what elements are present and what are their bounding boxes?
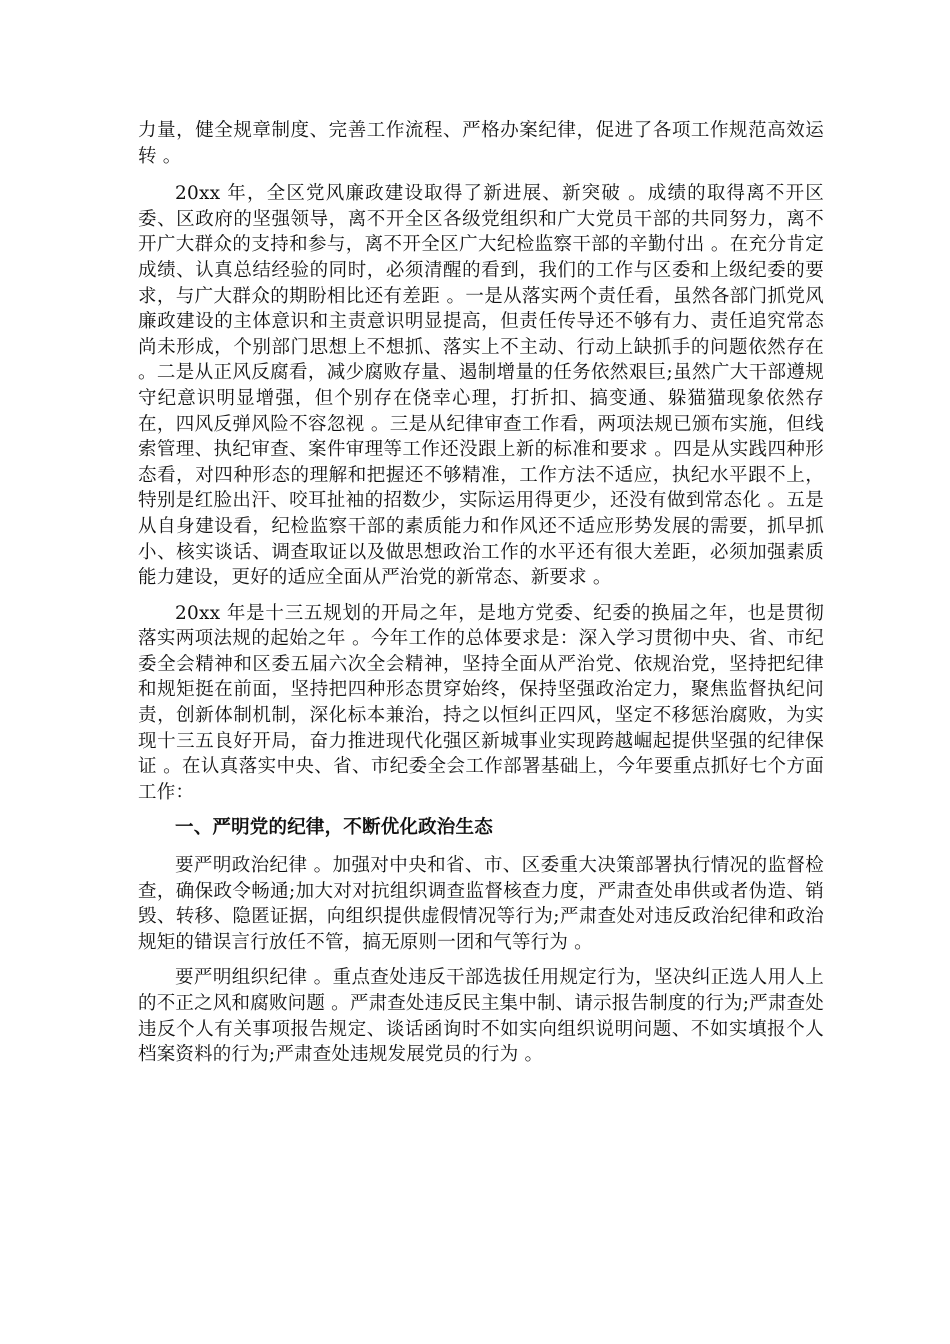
- paragraph-overall-requirements: 20xx 年是十三五规划的开局之年，是地方党委、纪委的换届之年，也是贯彻落实两项法规的起始之年 。今年工作的总体要求是：深入学习贯彻中央、省、市纪委全会精神和区委五届六次全会精神，坚持全面从严治党、依规治党，坚持把纪律和规矩挺在前面，坚持把四种形态贯穿始终，保持坚强政治定力，聚焦监督执纪问责，创新体制机制，深化标本兼治，持之以恒纠正四风，坚定不移惩治腐败，为实现十三五良好开局，奋力推进现代化强区新城事业实现跨越崛起提供坚强的纪律保证 。在认真落实中央、省、市纪委全会工作部署基础上，今年要重点抓好七个方面工作：: [138, 602, 824, 803]
- paragraph-continuation: 力量，健全规章制度、完善工作流程、严格办案纪律，促进了各项工作规范高效运转 。: [138, 120, 824, 167]
- paragraph-political-discipline: 要严明政治纪律 。加强对中央和省、市、区委重大决策部署执行情况的监督检查，确保政令畅通;加大对对抗组织调查监督核查力度，严肃查处串供或者伪造、销毁、转移、隐匿证据，向组织提供虚假情况等行为;严肃查处对违反政治纪律和政治规矩的错误言行放任不管，搞无原则一团和气等行为 。: [138, 855, 824, 953]
- section-heading-1: 一、严明党的纪律，不断优化政治生态: [175, 817, 493, 839]
- paragraph-organizational-discipline: 要严明组织纪律 。重点查处违反干部选拔任用规定行为，坚决纠正选人用人上的不正之风和腐败问题 。严肃查处违反民主集中制、请示报告制度的行为;严肃查处违反个人有关事项报告规定、谈话函询时不如实向组织说明问题、不如实填报个人档案资料的行为;严肃查处违规发展党员的行为 。: [138, 967, 824, 1066]
- paragraph-achievements-and-gaps: 20xx 年，全区党风廉政建设取得了新进展、新突破 。成绩的取得离不开区委、区政府的坚强领导，离不开全区各级党组织和广大党员干部的共同努力，离不开广大群众的支持和参与，离不开全区广大纪检监察干部的辛勤付出 。在充分肯定成绩、认真总结经验的同时，必须清醒的看到，我们的工作与区委和上级纪委的要求，与广大群众的期盼相比还有差距 。一是从落实两个责任看，虽然各部门抓党风廉政建设的主体意识和主责意识明显提高，但责任传导还不够有力、责任追究常态尚未形成，个别部门思想上不想抓、落实上不主动、行动上缺抓手的问题依然存在 。二是从正风反腐看，减少腐败存量、遏制增量的任务依然艰巨;虽然广大干部遵规守纪意识明显增强，但个别存在侥幸心理，打折扣、搞变通、躲猫猫现象依然存在，四风反弹风险不容忽视 。三是从纪律审查工作看，两项法规已颁布实施，但线索管理、执纪审查、案件审理等工作还没跟上新的标准和要求 。四是从实践四种形态看，对四种形态的理解和把握还不够精准，工作方法不适应，执纪水平跟不上，特别是红脸出汗、咬耳扯袖的招数少，实际运用得更少，还没有做到常态化 。五是从自身建设看，纪检监察干部的素质能力和作风还不适应形势发展的需要，抓早抓小、核实谈话、调查取证以及做思想政治工作的水平还有很大差距，必须加强素质能力建设，更好的适应全面从严治党的新常态、新要求 。: [138, 183, 824, 589]
